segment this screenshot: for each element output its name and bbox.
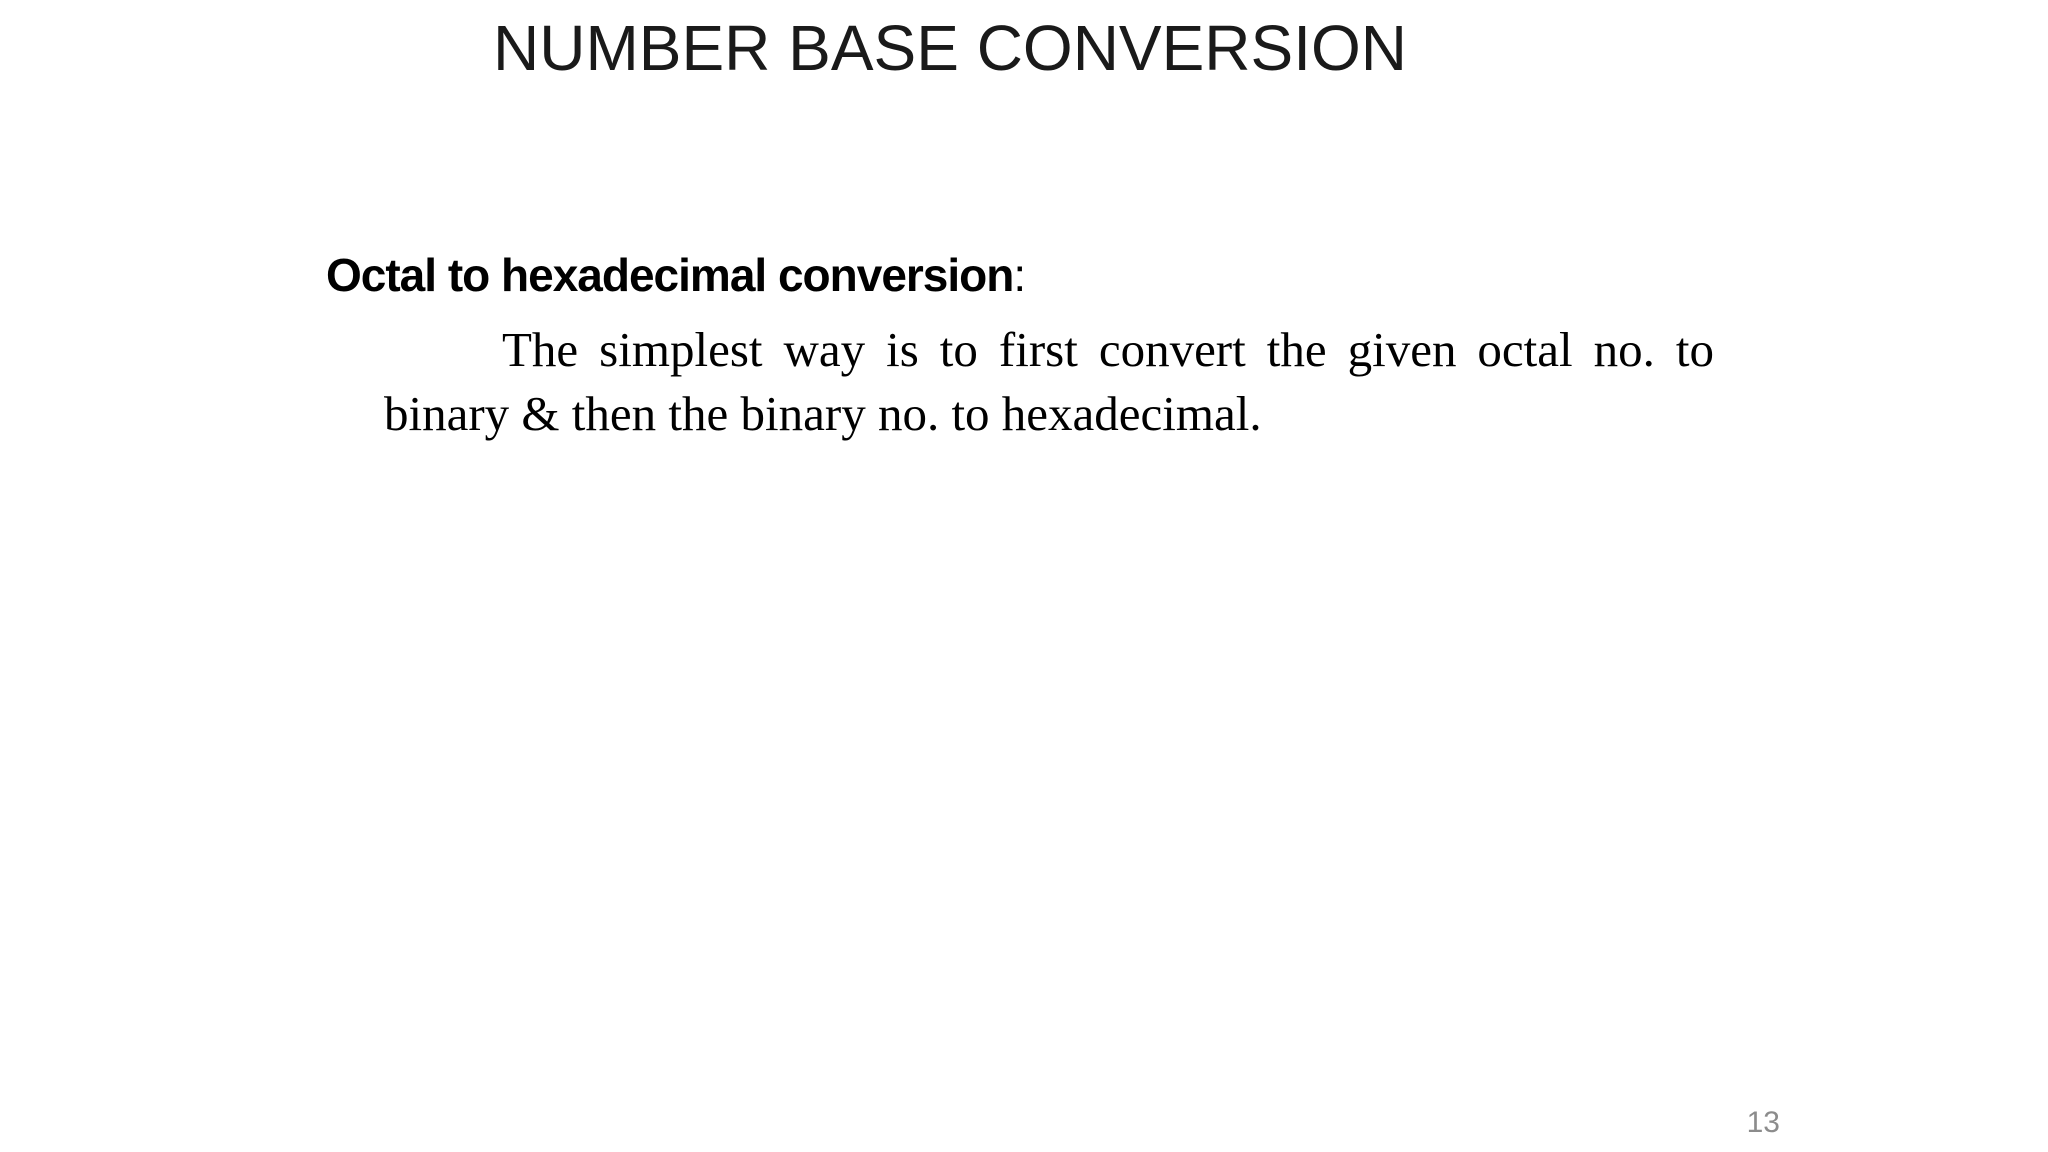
body-line-2: binary & then the binary no. to hexadecimal. [384, 386, 1262, 441]
body-line-1: The simplest way is to first convert the given octal no. to [502, 322, 1714, 377]
slide-title: NUMBER BASE CONVERSION [493, 12, 1407, 84]
body-paragraph [384, 318, 1714, 446]
page-number: 13 [1746, 1106, 1780, 1139]
section-heading [326, 245, 1026, 305]
section-heading-colon: : [1013, 249, 1027, 301]
section-heading-text: Octal to hexadecimal conversion [326, 249, 1014, 301]
